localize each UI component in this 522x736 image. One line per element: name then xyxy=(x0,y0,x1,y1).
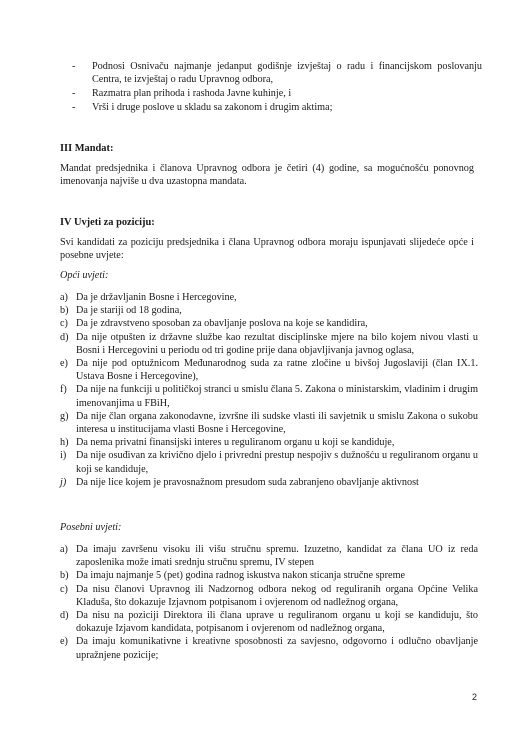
list-marker: f) xyxy=(60,384,67,396)
list-item xyxy=(60,635,478,661)
list-item-text: Da nije lice kojem je pravosnažnom presudom suda zabranjeno obavljanje aktivnost xyxy=(76,476,419,488)
list-item-text: Da je državljanin Bosne i Hercegovine, xyxy=(76,292,237,303)
list-item xyxy=(60,569,478,582)
list-marker: - xyxy=(72,61,76,72)
list-marker: i) xyxy=(60,450,67,462)
list-marker: b) xyxy=(60,305,69,317)
list-item-text: Da nije na funkciji u političkoj stranci u smislu člana 5. Zakona o ministarskim, vladinim i drugim imenovanjima u FBiH, xyxy=(76,384,478,409)
list-item xyxy=(60,543,478,569)
general-conditions-title: Opći uvjeti: xyxy=(60,270,109,281)
list-item-text: Da nisu članovi Upravnog ili Nadzornog odbora nekog od reguliranih organa Općine Velika Kladuša, što dokazuje Izjavnom potpisanom i ovjerenom od nadležnog organa, xyxy=(76,583,478,608)
list-item-text: Podnosi Osnivaču najmanje jedanput godišnje izvještaj o radu i financijskom poslovanju Centra, te izvještaj o radu Upravnog odbora, xyxy=(92,61,482,86)
special-conditions-title: Posebni uvjeti: xyxy=(60,522,122,533)
list-item xyxy=(60,317,478,330)
list-item xyxy=(60,609,478,635)
list-marker: - xyxy=(72,87,76,99)
list-item xyxy=(60,410,478,436)
list-item-text: Da imaju komunikativne i kreativne sposobnosti za savjesno, odgovorno i odlučno obavljanje upražnjene pozicije; xyxy=(76,636,478,661)
list-item-text: Da nema privatni finansijski interes u reguliranom organu u koji se kandiduje, xyxy=(76,437,395,449)
list-item xyxy=(72,60,482,86)
list-item xyxy=(60,383,478,409)
list-item xyxy=(60,331,478,357)
list-item-text: Da nije član organa zakonodavne, izvršne ili sudske vlasti ili savjetnik u smislu Zakona o sukobu interesa u institucijama vlasti Bosne i Hercegovine, xyxy=(76,410,478,436)
list-item-text: Da nije otpušten iz državne službe kao rezultat disciplinske mjere na bilo kojem nivou vlasti u Bosni i Hercegovini u periodu od tri godine prije dana objavljivanja javnog oglasa, xyxy=(76,331,478,356)
list-item-text: Da nije pod optužnicom Međunarodnog suda za ratne zločine u bivšoj Jugoslaviji (član IX.1. Ustava Bosne i Hercegovine), xyxy=(76,358,478,383)
list-marker: b) xyxy=(60,570,69,582)
list-marker: e) xyxy=(60,636,68,648)
list-item xyxy=(60,476,478,489)
list-marker: c) xyxy=(60,583,68,595)
list-item-text: Da je stariji od 18 godina, xyxy=(76,305,182,317)
list-marker: d) xyxy=(60,610,69,622)
mandat-paragraph: Mandat predsjednika i članova Upravnog odbora je četiri (4) godine, sa mogućnošću ponovnog imenovanja najviše u dva uzastopna mandata. xyxy=(60,163,474,188)
list-item xyxy=(60,436,478,449)
list-item xyxy=(60,583,478,609)
list-item-text: Da imaju završenu visoku ili višu stručnu spremu. Izuzetno, kandidat za člana UO iz reda zaposlenika može imati srednju stručnu spremu, IV stepen xyxy=(76,544,478,569)
list-item-text: Vrši i druge poslove u skladu sa zakonom i drugim aktima; xyxy=(92,101,333,113)
special-conditions-list xyxy=(60,543,478,662)
section-heading-uvjeti: IV Uvjeti za poziciju: xyxy=(60,217,155,228)
list-marker: h) xyxy=(60,437,69,449)
list-item-text: Da nisu na poziciji Direktora ili člana uprave u reguliranom organu u koji se kandiduju, što dokazuje Izjavom kandidata, potpisanom i ovjerenom od nadležnog organa, xyxy=(76,610,478,635)
list-marker: e) xyxy=(60,358,68,370)
list-item-text: Da je zdravstveno sposoban za obavljanje poslova na koje se kandidira, xyxy=(76,318,368,330)
list-marker: a) xyxy=(60,292,68,303)
list-marker: - xyxy=(72,101,76,113)
list-marker: d) xyxy=(60,331,69,343)
list-item-text: Razmatra plan prihoda i rashoda Javne kuhinje, i xyxy=(92,87,292,99)
duties-list xyxy=(72,60,482,114)
list-marker: a) xyxy=(60,544,68,555)
list-item xyxy=(60,357,478,383)
general-conditions-list xyxy=(60,291,478,489)
section-heading-mandat: III Mandat: xyxy=(60,143,114,154)
page-number: 2 xyxy=(472,692,478,702)
list-item-text: Da nije osuđivan za krivično djelo i privredni prestup nespojiv s dužnošću u reguliranom organu u koji se kandiduje, xyxy=(76,450,478,475)
list-item xyxy=(72,101,482,114)
list-item xyxy=(60,291,478,304)
list-item-text: Da imaju najmanje 5 (pet) godina radnog iskustva nakon sticanja stručne spreme xyxy=(76,570,406,582)
list-marker: j) xyxy=(60,476,67,488)
list-marker: g) xyxy=(60,410,69,422)
list-item xyxy=(60,449,478,475)
list-item xyxy=(60,304,478,317)
list-marker: c) xyxy=(60,318,68,330)
uvjeti-intro-paragraph: Svi kandidati za poziciju predsjednika i člana Upravnog odbora moraju ispunjavati slijedeće opće i posebne uvjete: xyxy=(60,237,474,262)
list-item xyxy=(72,87,482,100)
